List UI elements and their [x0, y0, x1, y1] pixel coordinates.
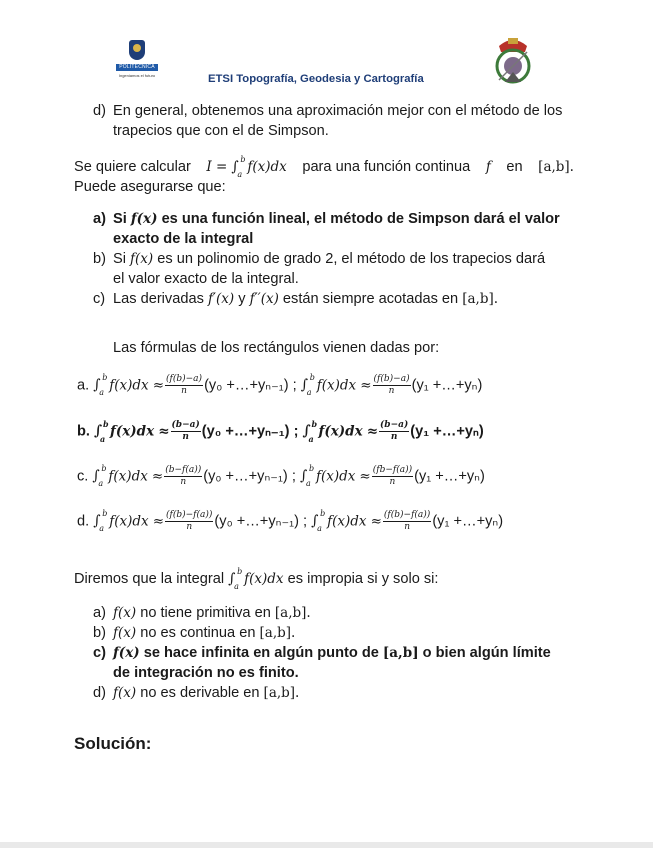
q2-option-c-text-c: están siempre acotadas en	[282, 291, 459, 307]
q4-option-c-text-a: se hace infinita en algún punto de	[143, 645, 379, 661]
q2-option-c-text-b: y	[238, 291, 246, 307]
q3-b-approx2: ≈	[366, 423, 379, 440]
q3-b-integral1: ∫ b a	[94, 419, 109, 445]
q2-option-b-line2: el valor exacto de la integral.	[113, 271, 299, 287]
q4-option-b	[113, 623, 295, 643]
q2-option-c-line	[113, 289, 498, 309]
q3-option-b-label: b.	[77, 423, 90, 440]
q4-option-c-text-b: o bien algún límite	[422, 645, 551, 661]
q4-intro	[74, 569, 438, 589]
upm-logo	[116, 40, 158, 78]
q3-d-integrand2: f(x)dx	[327, 513, 367, 530]
q4-option-c-math: f(x)	[113, 645, 140, 661]
q3-b-sum2: (y₁ +…+yₙ)	[410, 423, 484, 440]
q4-integral-sign: ∫ b a	[228, 567, 243, 591]
q3-option-b	[77, 419, 484, 445]
q1-option-d-line1: En general, obtenemos una aproximación mejor con el método de los	[113, 103, 563, 119]
q4-option-d-interval: [a,b].	[263, 685, 300, 701]
q3-d-integral1: ∫ b a	[93, 509, 108, 534]
q3-c-integral2: ∫ b a	[299, 464, 315, 489]
q4-option-d-text: no es derivable en	[140, 685, 260, 701]
q3-option-c-label: c.	[77, 468, 89, 485]
header-title: ETSI Topografía, Geodesia y Cartografía	[208, 73, 424, 85]
q3-d-approx2: ≈	[370, 513, 382, 530]
q3-c-approx2: ≈	[359, 468, 371, 485]
q4-option-a	[113, 603, 311, 623]
q4-option-d-math: f(x)	[113, 685, 137, 701]
q2-option-a-math: f(x)	[130, 211, 158, 227]
q3-option-a	[77, 375, 482, 396]
q2-math-f: f	[485, 159, 491, 175]
q3-c-sep: ;	[291, 468, 296, 485]
q3-c-integral1: ∫ b a	[92, 464, 107, 489]
q3-intro: Las fórmulas de los rectángulos vienen dadas por:	[113, 340, 440, 356]
q3-c-approx1: ≈	[151, 468, 164, 485]
q3-d-frac1: $\frac{(f(b)-f(a))}{n}$	[166, 510, 213, 532]
q3-d-frac2: $\frac{(f(b)-f(a))}{n}$	[383, 510, 431, 532]
q3-b-integral2: ∫ b a	[302, 419, 318, 445]
q3-a-frac2: $\frac{(f(b)-a)}{n}$	[373, 374, 410, 396]
q1-option-d-label: d)	[93, 103, 106, 119]
q3-option-c	[77, 466, 485, 487]
q2-option-b-text-a: Si	[113, 251, 126, 267]
q2-option-a-text-a: Si	[113, 211, 127, 227]
q3-d-approx1: ≈	[152, 513, 165, 530]
q3-b-integrand2: f(x)dx	[318, 423, 363, 440]
q3-option-d	[77, 511, 503, 532]
q3-b-approx1: ≈	[158, 423, 170, 440]
q2-option-a-line2: exacto de la integral	[113, 231, 254, 247]
q2-option-c-text-a: Las derivadas	[113, 291, 204, 307]
q3-option-a-label: a.	[77, 377, 90, 394]
q3-a-approx1: ≈	[152, 377, 165, 394]
q2-intro-text-a: Se quiere calcular	[74, 159, 191, 175]
q3-c-frac1: $\frac{(b-f(a))}{n}$	[165, 465, 202, 487]
q2-intro-text-b: para una función continua	[302, 159, 471, 175]
q2-option-c-math-fpp: f′′(x)	[249, 291, 279, 307]
q2-integral-sign: ∫ b a	[231, 155, 246, 179]
q3-c-integrand2: f(x)dx	[315, 468, 356, 485]
q2-math-interval: [a,b].	[538, 159, 574, 175]
q3-d-integral2: ∫ b a	[311, 509, 326, 534]
q4-intro-text-a: Diremos que la integral	[74, 571, 225, 587]
q2-option-b-line1	[113, 249, 545, 269]
q1-option-d-line2: trapecios que con el de Simpson.	[113, 123, 329, 139]
q4-option-a-math: f(x)	[113, 605, 137, 621]
q4-integrand: f(x)dx	[244, 571, 284, 587]
q3-a-frac1: $\frac{(f(b)-a)}{n}$	[166, 374, 203, 396]
q2-option-a-line1	[113, 209, 560, 229]
school-crest-icon	[491, 36, 535, 86]
q3-a-integrand1: f(x)dx	[109, 377, 149, 394]
q3-a-sum2: (y₁ +…+yₙ)	[411, 377, 483, 394]
q3-d-sep: ;	[303, 513, 308, 530]
q4-option-b-math: f(x)	[113, 625, 137, 641]
q4-option-a-text: no tiene primitiva en	[140, 605, 271, 621]
q3-a-integral1: ∫ b a	[93, 373, 108, 398]
q3-a-sep: ;	[292, 377, 297, 394]
q3-c-integrand1: f(x)dx	[108, 468, 148, 485]
q3-b-frac1: $\frac{(b-a)}{n}$	[171, 420, 200, 442]
solution-heading: Solución:	[74, 734, 152, 753]
q2-option-c-math-interval: [a,b].	[462, 291, 499, 307]
q4-option-c-label: c)	[93, 645, 106, 661]
q2-option-b-math: f(x)	[130, 251, 154, 267]
upm-logo-subtitle: Ingeniamos el futuro	[118, 73, 156, 78]
q2-intro-text-c: en	[506, 159, 523, 175]
q4-option-d	[113, 683, 299, 703]
q3-a-sum1: (y₀ +…+yₙ₋₁)	[204, 377, 289, 394]
q3-d-sum1: (y₀ +…+yₙ₋₁)	[214, 513, 299, 530]
q3-b-sum1: (y₀ +…+yₙ₋₁)	[201, 423, 290, 440]
q3-d-sum2: (y₁ +…+yₙ)	[432, 513, 504, 530]
q3-a-integral2: ∫ b a	[300, 373, 315, 398]
q4-option-d-label: d)	[93, 685, 106, 701]
upm-logo-text: POLITÉCNICA	[116, 64, 158, 71]
q2-option-c-label: c)	[93, 291, 106, 307]
page-bottom-border	[0, 842, 653, 848]
upm-shield-icon	[129, 40, 145, 60]
q3-b-frac2: $\frac{(b-a)}{n}$	[380, 420, 409, 442]
q2-intro-line1	[74, 157, 574, 177]
q3-d-integrand1: f(x)dx	[109, 513, 149, 530]
q3-option-d-label: d.	[77, 513, 90, 530]
q2-option-b-text-b: es un polinomio de grado 2, el método de los trapecios dará	[157, 251, 546, 267]
q3-c-sum1: (y₀ +…+yₙ₋₁)	[203, 468, 288, 485]
q4-option-b-interval: [a,b].	[259, 625, 296, 641]
q3-b-sep: ;	[293, 423, 299, 440]
q2-option-c-math-fp: f′(x)	[207, 291, 235, 307]
q3-c-frac2: $\frac{(fb-f(a))}{n}$	[372, 465, 413, 487]
q4-option-c-line2: de integración no es finito.	[113, 665, 299, 681]
q2-option-a-label: a)	[93, 211, 106, 227]
q3-a-approx2: ≈	[360, 377, 372, 394]
q4-option-c-line1	[113, 643, 551, 663]
q3-c-sum2: (y₁ +…+yₙ)	[414, 468, 485, 485]
q4-option-b-label: b)	[93, 625, 106, 641]
q2-option-a-text-b: es una función lineal, el método de Simpson dará el valor	[161, 211, 560, 227]
q2-intro-line2: Puede asegurarse que:	[74, 179, 226, 195]
q4-option-a-label: a)	[93, 605, 106, 621]
q2-math-I: I =	[206, 159, 228, 175]
q4-intro-text-b: es impropia si y solo si:	[287, 571, 439, 587]
q4-option-c-interval: [a,b]	[382, 645, 419, 661]
q2-math-integrand: f(x)dx	[247, 159, 287, 175]
q4-option-b-text: no es continua en	[140, 625, 256, 641]
q4-option-a-interval: [a,b].	[274, 605, 311, 621]
q3-b-integrand1: f(x)dx	[110, 423, 155, 440]
q2-option-b-label: b)	[93, 251, 106, 267]
q3-a-integrand2: f(x)dx	[316, 377, 357, 394]
